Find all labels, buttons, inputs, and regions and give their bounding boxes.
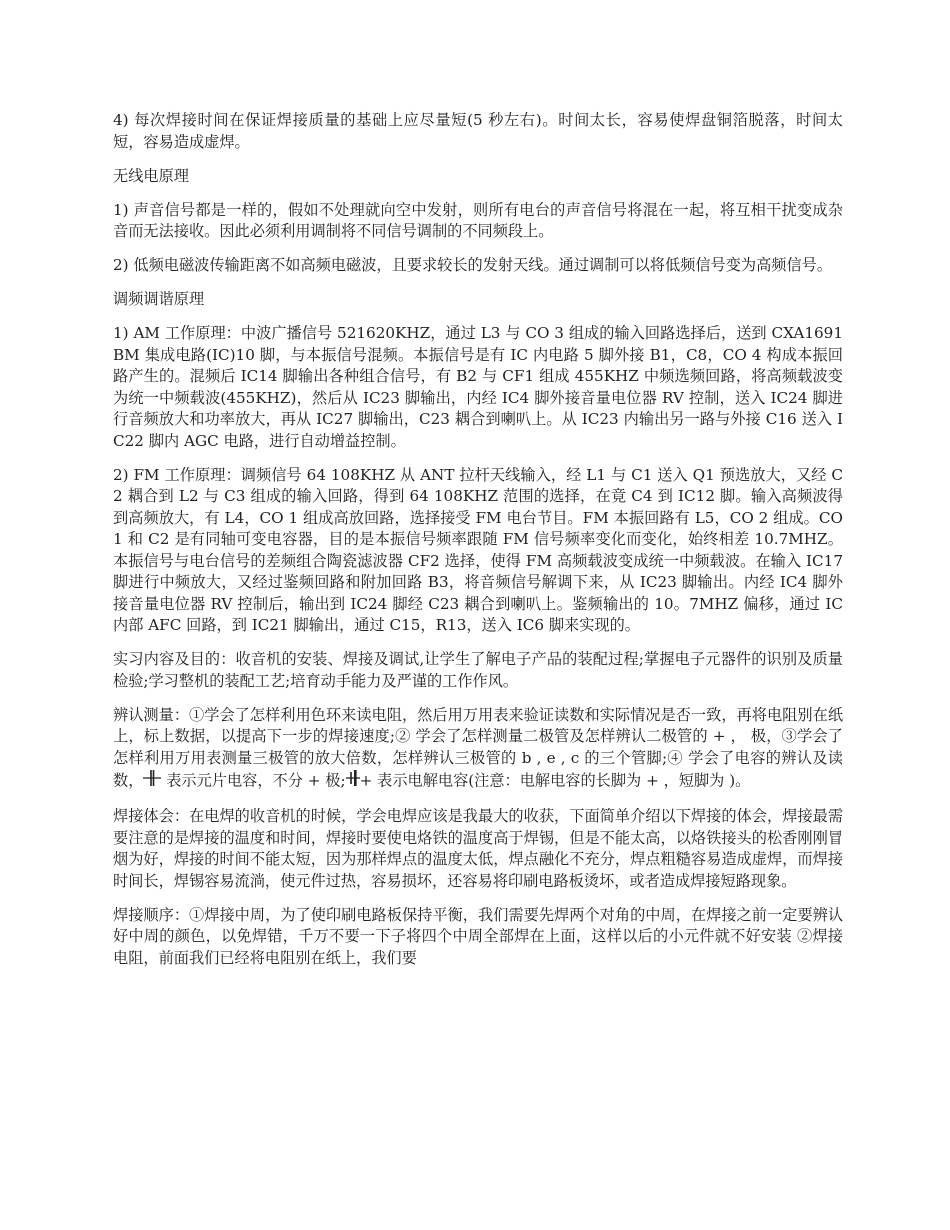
paragraph-soldering-order: 焊接顺序：①焊接中周，为了使印刷电路板保持平衡，我们需要先焊两个对角的中周，在焊接之前一定要辨认好中周的颜色，以免焊错，千万不要一下子将四个中周全部焊在上面，这样以后的小元件就不好安装 ②焊接电阻，前面我们已经将电阻别在纸上，我们要 [113,905,843,967]
paragraph-soldering-time: 4) 每次焊接时间在保证焊接质量的基础上应尽量短(5 秒左右)。时间太长，容易使焊盘铜箔脱落，时间太短，容易造成虚焊。 [113,111,843,151]
identify-measure-text-c: + 表示电解电容(注意：电解电容的长脚为 + ，短脚为 )。 [359,771,751,790]
paragraph-practice-purpose: 实习内容及目的：收音机的安装、焊接及调试,让学生了解电子产品的装配过程;掌握电子元器件的识别及质量检验;学习整机的装配工艺;培育动手能力及严谨的工作作风。 [113,650,843,690]
paragraph-soldering-experience: 焊接体会：在电焊的收音机的时候，学会电焊应该是我最大的收获，下面简单介绍以下焊接的体会，焊接最需要注意的是焊接的温度和时间，焊接时要使电烙铁的温度高于焊锡，但是不能太高，以烙铁接头的松香刚刚冒烟为好，焊接的时间不能太短，因为那样焊点的温度太低，焊点融化不充分，焊点粗糙容易造成虚焊，而焊接时间长，焊锡容易流淌，使元件过热，容易损坏，还容易将印刷电路板烫坏，或者造成焊接短路现象。 [113,807,843,890]
document-body [113,110,843,982]
paragraph-radio-1: 1) 声音信号都是一样的，假如不处理就向空中发射，则所有电台的声音信号将混在一起，将互相干扰变成杂音而无法接收。因此必须利用调制将不同信号调制的不同频段上。 [113,200,843,240]
paragraph-radio-2: 2) 低频电磁波传输距离不如高频电磁波，且要求较长的发射天线。通过调制可以将低频信号变为高频信号。 [113,256,833,274]
electrolytic-capacitor-symbol-icon [346,769,360,794]
paragraph-identify-measure [113,705,843,794]
paragraph-fm-principle: 2) FM 工作原理：调频信号 64 108KHZ 从 ANT 拉杆天线输入，经 L1 与 C1 送入 Q1 预选放大，又经 C2 耦合到 L2 与 C3 组成的输入回路，得到 64 108KHZ 范围的选择，在竟 C4 到 IC12 脚。输入高频波得到高频放大，有 L4，CO 1 组成高放回路，选择接受 FM 电台节目。FM 本振回路有 L5，CO 2 组成。CO 1 和 C2 是有同轴可变电容器，目的是本振信号频率跟随 FM 信号频率变化而变化，始终相差 10.7MHZ。本振信号与电台信号的差频组合陶瓷滤波器 CF2 选择，使得 FM 高频载波变成统一中频载波。在输入 IC17 脚进行中频放大，又经过鉴频回路和附加回路 B3，将音频信号解调下来，从 IC23 脚输出。内经 IC4 脚外接音量电位器 RV 控制后，输出到 IC24 脚经 C23 耦合到喇叭上。鉴频输出的 10。7MHZ 偏移，通过 IC 内部 AFC 回路，到 IC21 脚输出，通过 C15，R13，送入 IC6 脚来实现的。 [113,465,843,634]
identify-measure-text-b: 表示元片电容，不分 + 极; [161,771,346,790]
ceramic-capacitor-symbol-icon [143,770,161,793]
identify-measure-text-a: 辨认测量：①学会了怎样利用色环来读电阻，然后用万用表来验证读数和实际情况是否一致，再将电阻别在纸上，标上数据，以提高下一步的焊接速度;② 学会了怎样测量二极管及怎样辨认二极管的 + ， 极，③学会了怎样利用万用表测量三极管的放大倍数，怎样辨认三极管的 b , e , c 的三个管脚;④ 学会了电容的辨认及读数， [113,705,843,790]
heading-radio-principle: 无线电原理 [113,166,189,185]
paragraph-am-principle: 1) AM 工作原理：中波广播信号 521620KHZ，通过 L3 与 CO 3 组成的输入回路选择后，送到 CXA1691BM 集成电路(IC)10 脚，与本振信号混频。本振信号是有 IC 内电路 5 脚外接 B1，C8，CO 4 构成本振回路产生的。混频后 IC14 脚输出各种组合信号，有 B2 与 CF1 组成 455KHZ 中频选频回路，将高频载波变为统一中频载波(455KHZ)，然后从 IC23 脚输出，内经 IC4 脚外接音量电位器 RV 控制，送入 IC24 脚进行音频放大和功率放大，再从 IC27 脚输出，C23 耦合到喇叭上。从 IC23 内输出另一路与外接 C16 送入 IC22 脚内 AGC 电路，进行自动增益控制。 [113,324,843,450]
heading-fm-tuning-principle: 调频调谐原理 [113,290,205,308]
